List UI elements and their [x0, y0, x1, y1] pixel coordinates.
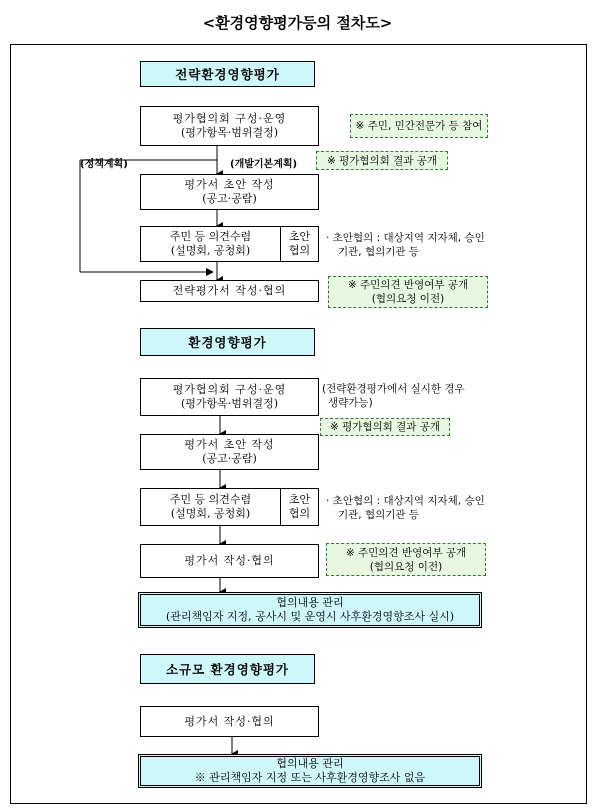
sea-consult-note-line2: 기관, 협의기관 등	[338, 246, 420, 258]
eia-section-header: 환경영향평가	[140, 328, 315, 356]
sea-draft-line2: (공고·공람)	[202, 192, 257, 205]
sea-report-note-line2: (협의요청 이전)	[371, 293, 445, 305]
eia-consult-note-line1: · 초안협의 : 대상지역 지자체, 승인	[326, 495, 485, 507]
eia-opinion-right1: 초안	[288, 493, 311, 506]
sea-result-note-text: ※ 평가협의회 결과 공개	[326, 154, 438, 167]
eia-opinion-left	[141, 489, 281, 525]
sea-committee-note	[350, 114, 488, 138]
eia-committee-line2: (평가항목·범위결정)	[180, 397, 279, 410]
eia-draft-box	[140, 434, 319, 470]
small-manage-box	[138, 754, 482, 788]
eia-draft-line1: 평가서 초안 작성	[184, 438, 275, 451]
eia-consult-note	[326, 494, 526, 522]
sea-result-note	[316, 151, 448, 170]
small-report-text: 평가서 작성·협의	[184, 714, 275, 728]
small-report-box	[140, 706, 319, 737]
sea-opinion-line1: 주민 등 의견수렴	[169, 230, 252, 243]
page-title: <환경영향평가등의 절차도>	[202, 14, 393, 32]
eia-report-text: 평가서 작성·협의	[184, 554, 275, 567]
eia-omit-note	[322, 382, 522, 410]
eia-omit-note-line2: 생략가능)	[328, 397, 373, 409]
sea-consult-note	[326, 231, 526, 259]
eia-manage-line2: (관리책임자 지정, 공사시 및 운영시 사후환경영향조사 실시)	[165, 610, 455, 623]
small-manage-line1: 협의내용 관리	[276, 757, 344, 770]
small-section-header: 소규모 환경영향평가	[140, 654, 315, 684]
sea-report-note-line1: ※ 주민의견 반영여부 공개	[347, 279, 469, 291]
sea-draft-box	[140, 174, 319, 210]
eia-opinion-right2: 협의	[288, 507, 311, 520]
sea-draft-line1: 평가서 초안 작성	[184, 178, 275, 191]
eia-opinion-box	[140, 488, 319, 526]
sea-committee-line2: (평가항목·범위결정)	[180, 126, 279, 139]
label-policy-plan: (정책계획)	[80, 159, 128, 170]
label-dev-plan: (개발기본계획)	[230, 159, 298, 170]
eia-report-note-line1: ※ 주민의견 반영여부 공개	[345, 546, 467, 559]
sea-opinion-left	[141, 227, 281, 261]
sea-committee-line1: 평가협의회 구성·운영	[172, 112, 287, 125]
sea-opinion-right	[281, 227, 318, 261]
eia-committee-box	[140, 378, 319, 416]
sea-opinion-right1: 초안	[288, 230, 311, 243]
eia-manage-line1: 협의내용 관리	[276, 596, 344, 609]
sea-committee-note-text: ※ 주민, 민간전문가 등 참여	[355, 120, 483, 132]
sea-committee-box	[140, 106, 319, 146]
eia-committee-line1: 평가협의회 구성·운영	[172, 383, 287, 396]
sea-report-box	[140, 280, 319, 302]
small-manage-line2: ※ 관리책임자 지정 또는 사후환경영향조사 없음	[194, 771, 426, 784]
eia-manage-box	[138, 592, 482, 628]
sea-opinion-box	[140, 226, 319, 262]
eia-result-note	[320, 418, 450, 436]
eia-opinion-right	[281, 489, 318, 525]
eia-draft-line2: (공고·공람)	[202, 452, 257, 465]
sea-opinion-right2: 협의	[288, 244, 311, 257]
sea-section-header: 전략환경영향평가	[140, 61, 315, 87]
eia-opinion-line1: 주민 등 의견수렴	[169, 493, 252, 506]
sea-report-note	[328, 276, 488, 308]
eia-report-note	[326, 543, 486, 576]
eia-consult-note-line2: 기관, 협의기관 등	[338, 509, 420, 521]
eia-report-note-line2: (협의요청 이전)	[369, 560, 443, 573]
sea-opinion-line2: (설명회, 공청회)	[170, 244, 251, 257]
eia-result-note-text: ※ 평가협의회 결과 공개	[329, 421, 441, 433]
sea-report-text: 전략평가서 작성·협의	[172, 284, 287, 297]
eia-opinion-line2: (설명회, 공청회)	[170, 507, 251, 520]
eia-omit-note-line1: (전략환경평가에서 실시한 경우	[322, 383, 465, 395]
sea-consult-note-line1: · 초안협의 : 대상지역 지자체, 승인	[326, 232, 485, 244]
eia-report-box	[140, 544, 319, 578]
